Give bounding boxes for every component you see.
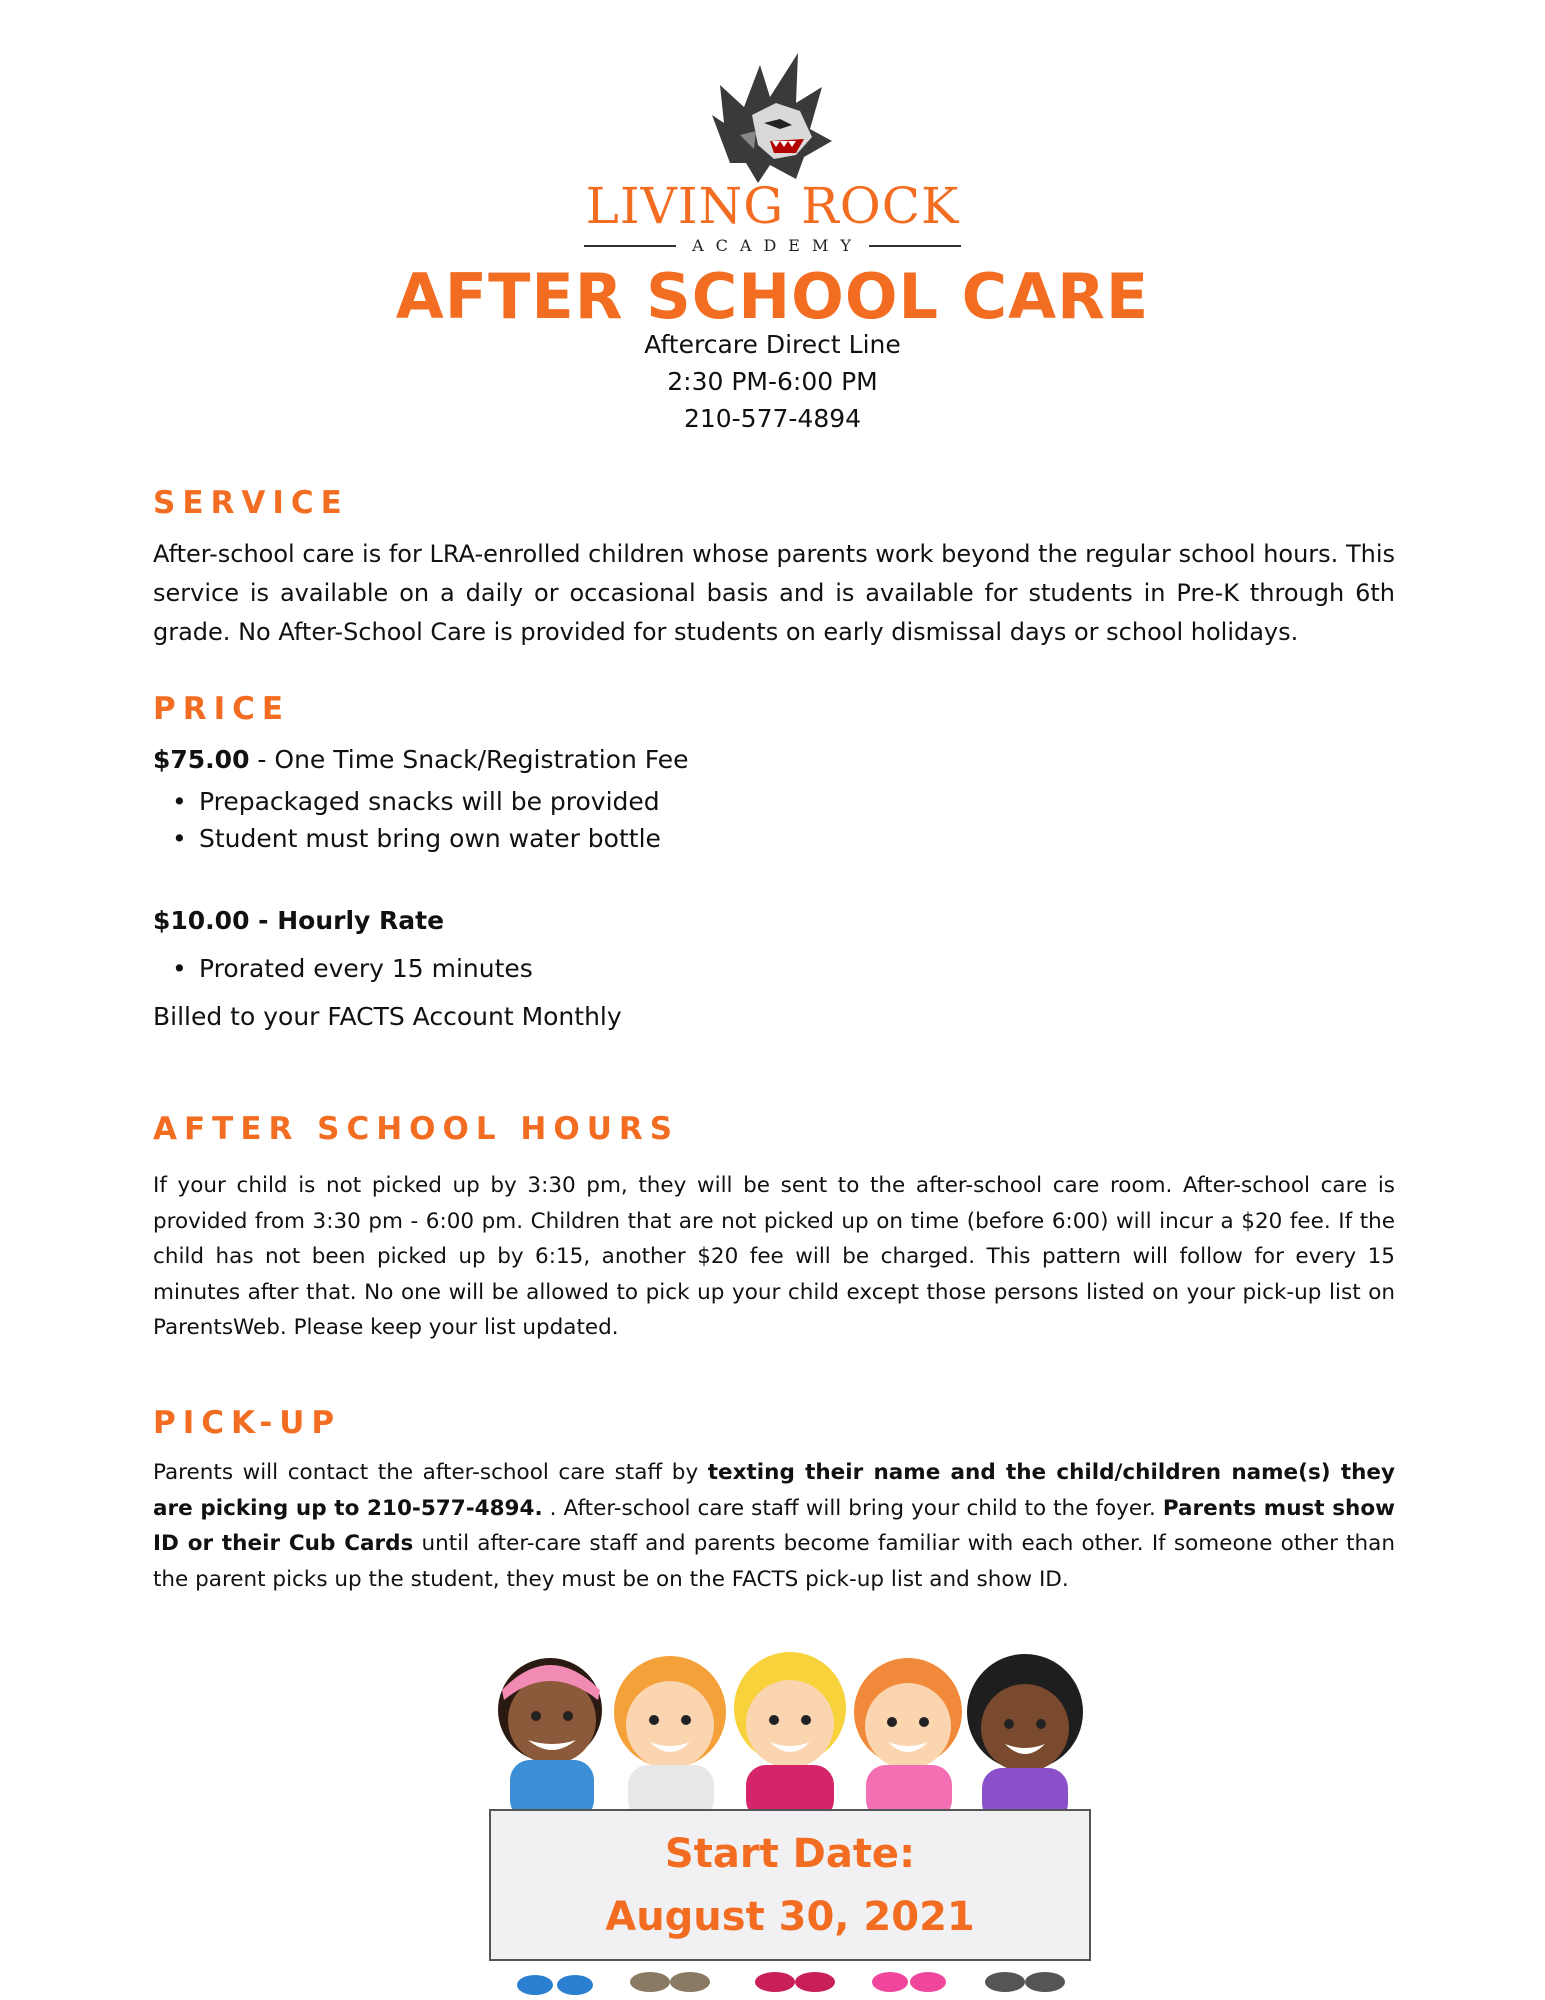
pickup-heading: PICK-UP xyxy=(153,1405,342,1441)
start-date-value: August 30, 2021 xyxy=(605,1894,975,1940)
price-heading: PRICE xyxy=(153,691,291,727)
list-item: • Prorated every 15 minutes xyxy=(172,954,533,983)
brand-name: LIVING ROCK xyxy=(585,177,960,235)
page-title: AFTER SCHOOL CARE xyxy=(395,260,1150,333)
pickup-text: until after-care staff and parents become familiar with each other. If someone other than the parent picks up the student, they must be on the FACTS pick-up list and show ID. xyxy=(153,1531,1395,1592)
contact-label: Aftercare Direct Line xyxy=(644,330,901,359)
divider xyxy=(869,245,961,247)
divider xyxy=(584,245,676,247)
billing-note: Billed to your FACTS Account Monthly xyxy=(153,1002,622,1031)
wolf-mascot-icon xyxy=(700,45,845,185)
contact-hours: 2:30 PM-6:00 PM xyxy=(667,367,878,396)
list-item: • Student must bring own water bottle xyxy=(172,824,661,853)
kids-holding-sign-illustration xyxy=(480,1620,1100,2000)
kid-figure xyxy=(967,1654,1083,1823)
hours-body: If your child is not picked up by 3:30 pm, they will be sent to the after-school care room. After-school care is provided from 3:30 pm - 6:00 pm. Children that are not picked up on time (before 6:00) will incur a $20 fee. If the child has not been picked up by 6:15, another $20 fee will be charged. This pattern will follow for every 15 minutes after that. No one will be allowed to pick up your child except those persons listed on your pick-up list on ParentsWeb. Please keep your list updated. xyxy=(153,1173,1395,1340)
contact-phone: 210-577-4894 xyxy=(683,404,862,433)
kid-figure xyxy=(854,1658,962,1820)
shoes xyxy=(517,1972,1065,1995)
service-body: After-school care is for LRA-enrolled children whose parents work beyond the regular school hours. This service is available on a daily or occasional basis and is available for students in Pre-K through 6th grade. No After-School Care is provided for students on early dismissal days or school holidays. xyxy=(153,540,1395,646)
kid-figure xyxy=(498,1658,602,1820)
pickup-text: . After-school care staff will bring your child to the foyer. xyxy=(542,1495,1163,1521)
hourly-rate-line xyxy=(153,905,444,937)
registration-fee-line xyxy=(153,744,689,776)
bullet-text: Student must bring own water bottle xyxy=(199,824,661,853)
hours-heading: AFTER SCHOOL HOURS xyxy=(153,1111,680,1147)
start-date-label: Start Date: xyxy=(664,1831,916,1877)
bullet-text: Prorated every 15 minutes xyxy=(199,954,533,983)
brand-subtitle: ACADEMY xyxy=(692,236,863,255)
kid-figure xyxy=(614,1656,726,1820)
brand-subtitle-row xyxy=(0,236,1545,255)
bullet-text: Prepackaged snacks will be provided xyxy=(199,787,660,816)
fee-amount: $75.00 xyxy=(153,745,250,774)
fee-description: - One Time Snack/Registration Fee xyxy=(249,745,689,774)
pickup-text: Parents will contact the after-school care staff by xyxy=(153,1460,708,1485)
kid-figure xyxy=(734,1652,846,1820)
hourly-rate: $10.00 - Hourly Rate xyxy=(153,906,445,935)
pickup-text-bold: Parents must show ID or their Cub Cards xyxy=(153,1495,1395,1556)
academy-logo xyxy=(0,45,1545,185)
pickup-body xyxy=(153,1455,1395,1597)
list-item: • Prepackaged snacks will be provided xyxy=(172,787,660,816)
service-heading: SERVICE xyxy=(153,485,349,521)
pickup-text-bold: texting their name and the child/children name(s) they are picking up to 210-577-4894. xyxy=(153,1460,1395,1521)
